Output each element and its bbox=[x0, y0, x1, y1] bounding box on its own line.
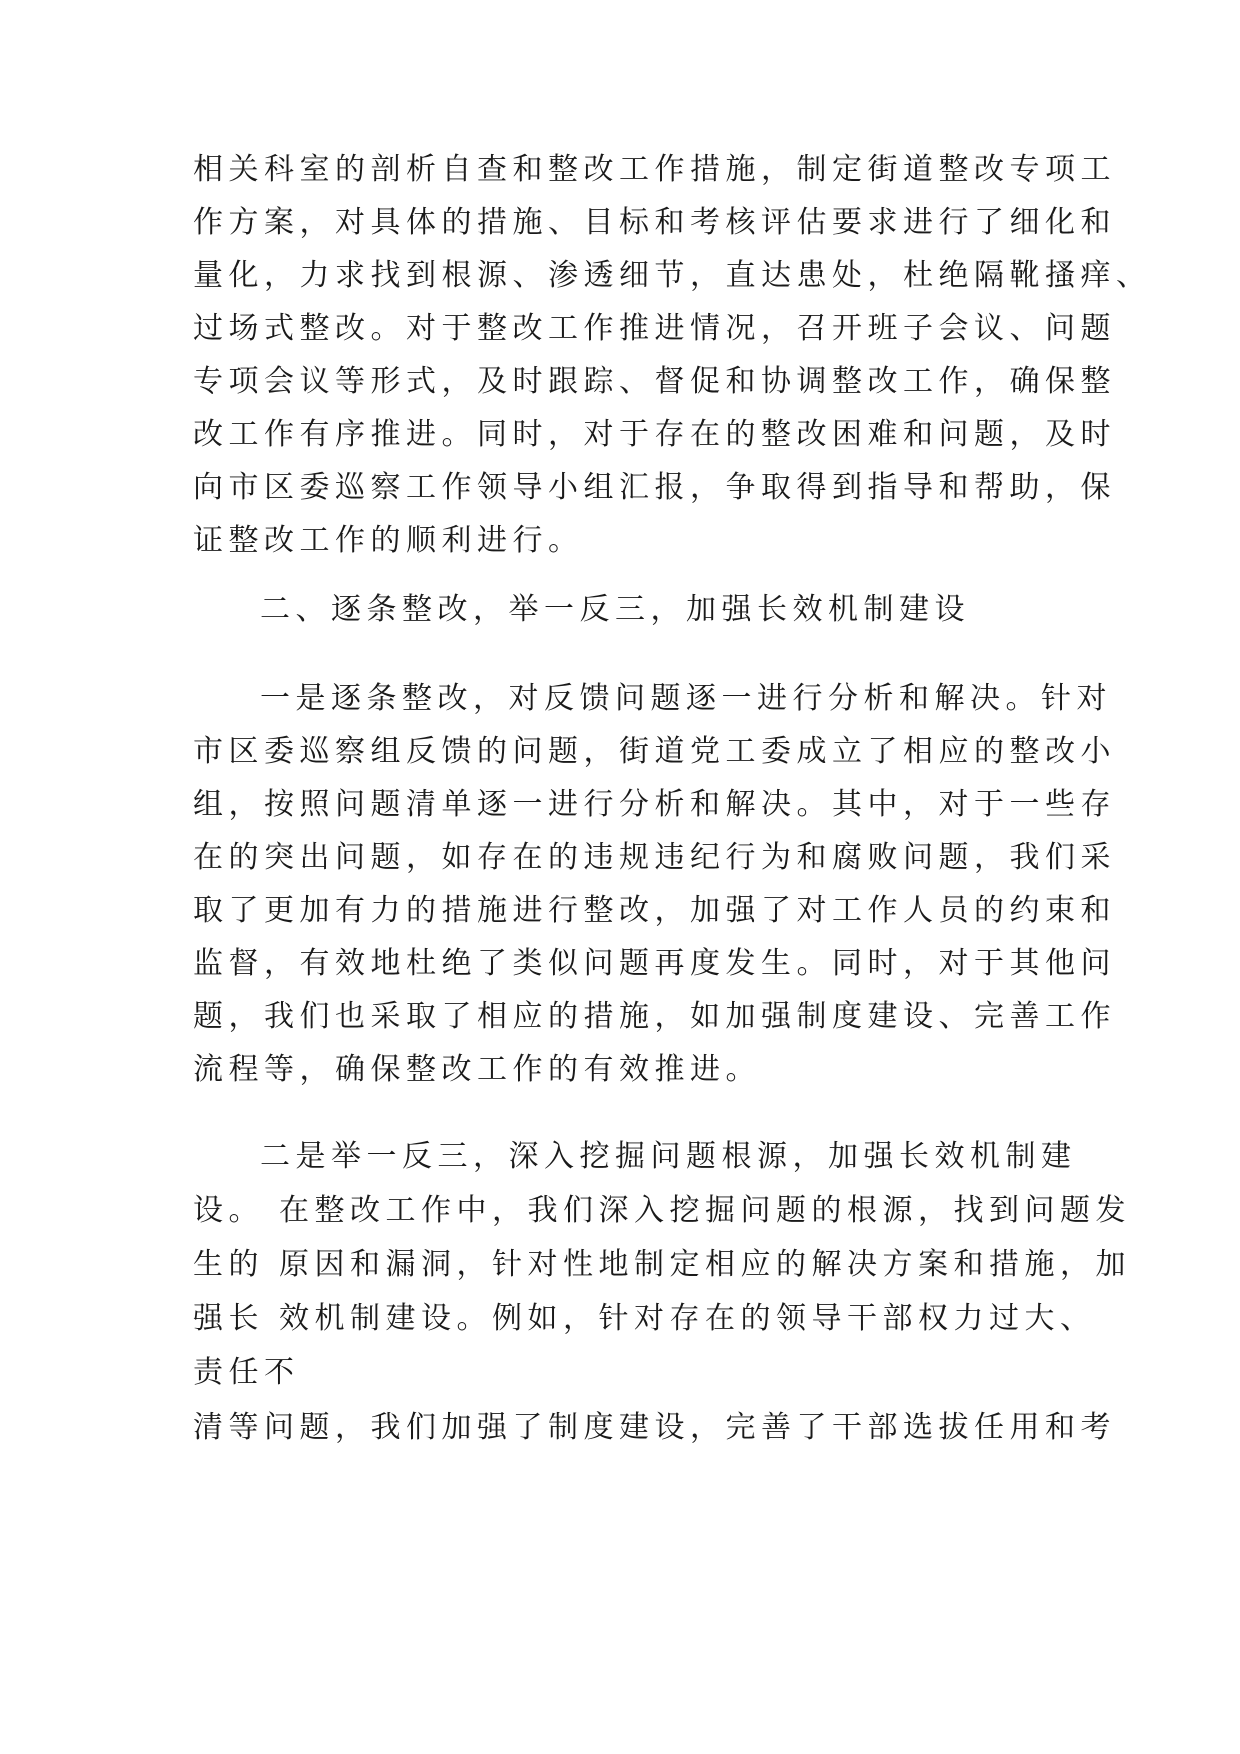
text-line: 过场式整改。对于整改工作推进情况，召开班子会议、问题 bbox=[193, 311, 1116, 346]
text-line: 强长 效机制建设。例如，针对存在的领导干部权力过大、 bbox=[193, 1301, 1096, 1336]
text-line: 专项会议等形式，及时跟踪、督促和协调整改工作，确保整 bbox=[193, 364, 1116, 399]
text-line: 量化，力求找到根源、渗透细节，直达患处，杜绝隔靴搔痒、 bbox=[193, 258, 1152, 293]
text-line: 相关科室的剖析自查和整改工作措施，制定街道整改专项工 bbox=[193, 152, 1116, 187]
text-line: 一是逐条整改，对反馈问题逐一进行分析和解决。针对 bbox=[260, 681, 1112, 716]
text-line: 流程等，确保整改工作的有效推进。 bbox=[193, 1052, 761, 1087]
text-line: 清等问题，我们加强了制度建设，完善了干部选拔任用和考 bbox=[193, 1410, 1116, 1445]
text-line: 题，我们也采取了相应的措施，如加强制度建设、完善工作 bbox=[193, 999, 1116, 1034]
text-line: 作方案，对具体的措施、目标和考核评估要求进行了细化和 bbox=[193, 205, 1116, 240]
text-line: 市区委巡察组反馈的问题，街道党工委成立了相应的整改小 bbox=[193, 734, 1116, 769]
text-line: 组，按照问题清单逐一进行分析和解决。其中，对于一些存 bbox=[193, 787, 1116, 822]
text-line: 设。 在整改工作中，我们深入挖掘问题的根源，找到问题发 bbox=[193, 1193, 1132, 1228]
text-line: 改工作有序推进。同时，对于存在的整改困难和问题，及时 bbox=[193, 417, 1116, 452]
section-heading: 二、逐条整改，举一反三，加强长效机制建设 bbox=[260, 592, 970, 627]
text-line: 监督，有效地杜绝了类似问题再度发生。同时，对于其他问 bbox=[193, 946, 1116, 981]
text-line: 在的突出问题，如存在的违规违纪行为和腐败问题，我们采 bbox=[193, 840, 1116, 875]
text-line: 证整改工作的顺利进行。 bbox=[193, 523, 584, 558]
text-line: 取了更加有力的措施进行整改，加强了对工作人员的约束和 bbox=[193, 893, 1116, 928]
text-line: 责任不 bbox=[193, 1355, 300, 1390]
text-line: 生的 原因和漏洞，针对性地制定相应的解决方案和措施，加 bbox=[193, 1247, 1132, 1282]
text-line: 二是举一反三，深入挖掘问题根源，加强长效机制建 bbox=[260, 1139, 1077, 1174]
text-line: 向市区委巡察工作领导小组汇报，争取得到指导和帮助，保 bbox=[193, 470, 1116, 505]
